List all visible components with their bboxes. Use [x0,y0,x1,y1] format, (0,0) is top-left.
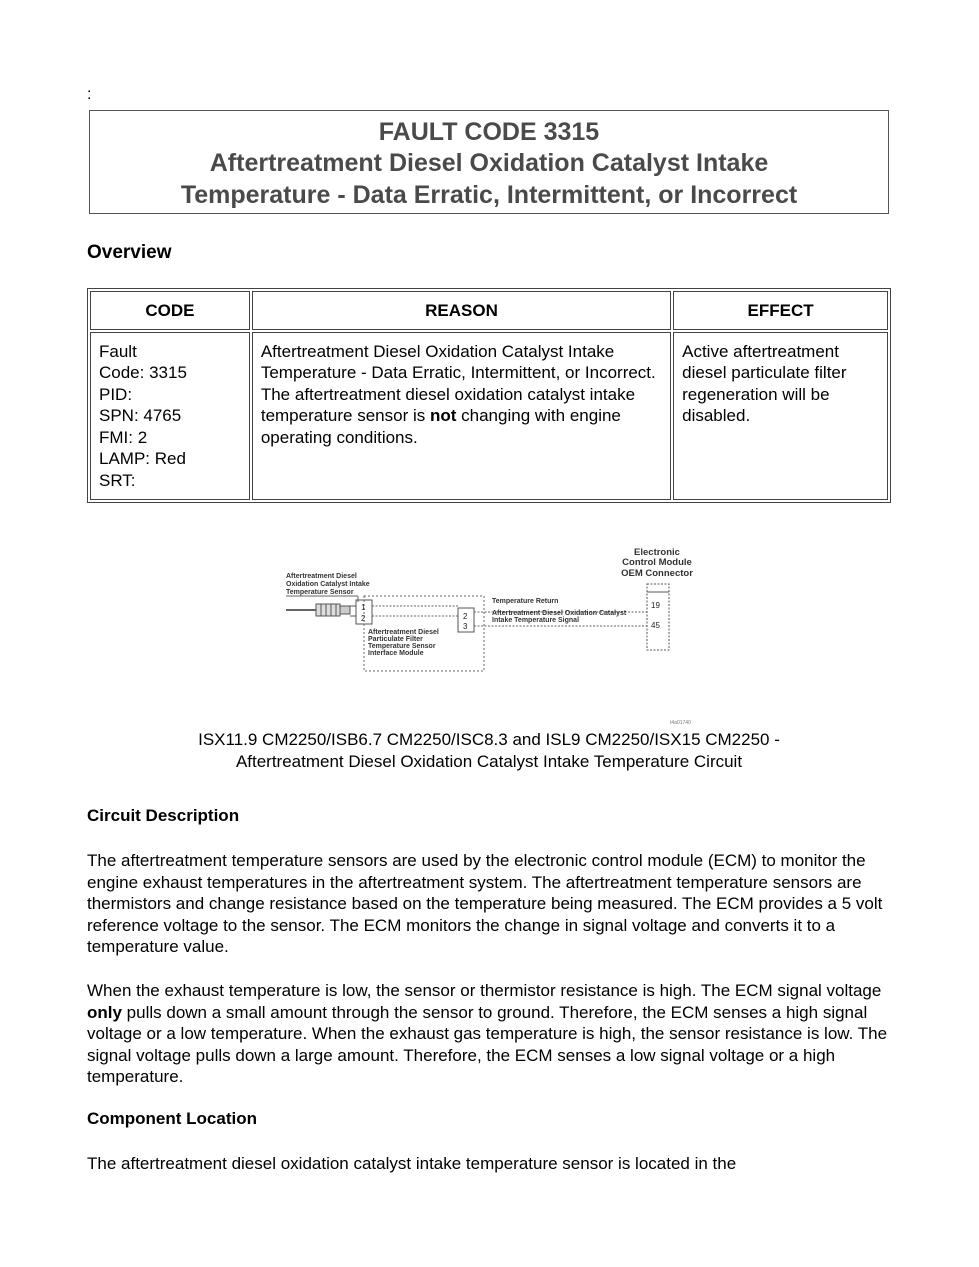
interface-label: Aftertreatment Diesel [368,629,439,636]
interface-label: Interface Module [368,650,424,657]
code-cell [90,332,250,501]
code-line: LAMP: Red [99,449,186,468]
code-line: SPN: 4765 [99,406,182,425]
interface-label: Temperature Sensor [368,643,436,650]
code-line: Fault [99,341,137,361]
header-code: CODE [90,291,250,330]
sensor-label: Aftertreatment Diesel [286,573,357,580]
sensor-pin-2: 2 [361,614,366,623]
ecm-label: Control Module [622,557,692,568]
diagram-reference: t4a01740 [670,720,691,726]
interface-label: Particulate Filter [368,636,423,643]
circuit-paragraph-1: The aftertreatment temperature sensors are used by the electronic control module (ECM) to monitor the engine exhaust temperatures in the aftertreatment system. The aftertreatment temperature sensors are thermistors and change resistance based on the temperature being measured. The ECM provides a 5 volt reference voltage to the sensor. The ECM monitors the change in signal voltage and converts it to a temperature value. [87,851,883,956]
paragraph-text-end: pulls down a small amount through the sensor to ground. Therefore, the ECM senses a high signal voltage or a low temperature. When the exhaust gas temperature is high, the sensor resistance is low. The signal voltage pulls down a large amount. Therefore, the ECM senses a low signal voltage or a high temperature. [87,1002,888,1086]
code-line: SRT: [99,470,136,490]
table-row [90,332,888,501]
temperature-return-label: Temperature Return [492,598,559,605]
fault-table [87,288,891,503]
reason-text: Aftertreatment Diesel Oxidation Catalyst Intake Temperature - Data Erratic, Intermittent, or Incorrect. The aftertreatment diesel oxidation catalyst intake temperature sensor is [260,341,656,425]
sensor-label: Oxidation Catalyst Intake [286,581,370,588]
paragraph-bold: only [87,1002,122,1022]
code-line: PID: [99,384,133,404]
header-reason: REASON [252,291,671,330]
leading-colon: : [87,86,92,103]
circuit-description-heading: Circuit Description [87,806,240,825]
ecm-pin-19: 19 [651,601,660,610]
fault-title-line2: Aftertreatment Diesel Oxidation Catalyst Intake [209,149,769,177]
table-header-row [90,291,888,330]
code-line: Code: 3315 [99,363,187,382]
reason-bold: not [429,406,457,425]
caption-line: Aftertreatment Diesel Oxidation Catalyst Intake Temperature Circuit [235,751,743,771]
ecm-label: Electronic [634,547,680,558]
code-line: FMI: 2 [99,427,148,447]
reason-text-end: changing with engine operating conditions. [260,406,621,447]
paragraph-text: When the exhaust temperature is low, the sensor or thermistor resistance is high. The ECM signal voltage [87,981,882,1000]
ecm-pin-45: 45 [651,621,660,630]
reason-cell [252,332,671,501]
module-pin-3: 3 [463,622,468,631]
effect-cell: Active aftertreatment diesel particulate filter regeneration will be disabled. [673,332,888,501]
signal-label: Aftertreatment Diesel Oxidation Catalyst [492,610,627,617]
ecm-label: OEM Connector [621,568,693,579]
module-pin-2: 2 [463,612,468,621]
fault-code-title: FAULT CODE 3315 [378,118,600,146]
sensor-pin-1: 1 [361,603,366,612]
ecm-connector [647,584,669,650]
header-effect: EFFECT [673,291,888,330]
signal-label: Intake Temperature Signal [492,617,580,624]
fault-title-line3: Temperature - Data Erratic, Intermittent, or Incorrect [180,181,798,209]
sensor-label: Temperature Sensor [286,589,354,596]
component-paragraph: The aftertreatment diesel oxidation catalyst intake temperature sensor is located in the [87,1154,737,1173]
component-location-heading: Component Location [87,1109,257,1128]
caption-line: ISX11.9 CM2250/ISB6.7 CM2250/ISC8.3 and ISL9 CM2250/ISX15 CM2250 - [198,730,780,749]
fault-title-box [89,110,889,214]
diagram-caption [87,729,891,772]
circuit-diagram [280,540,700,730]
temperature-sensor-icon [286,604,350,616]
overview-heading: Overview [87,242,172,263]
circuit-paragraph-2 [87,980,897,1088]
